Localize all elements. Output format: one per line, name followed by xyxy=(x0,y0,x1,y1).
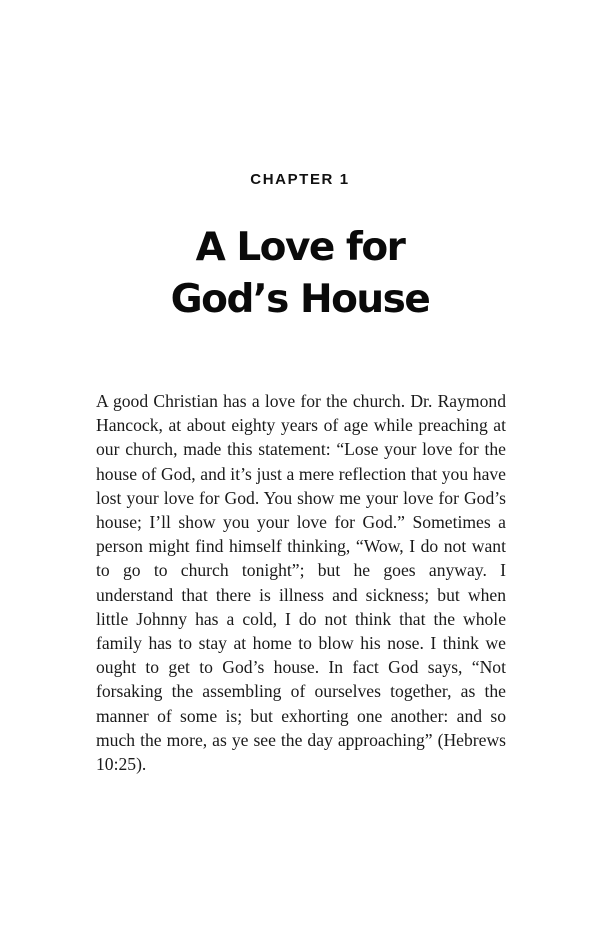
chapter-label: CHAPTER 1 xyxy=(250,171,350,188)
chapter-title-line-1: A Love for xyxy=(195,225,405,270)
chapter-title-line-2: God’s House xyxy=(170,277,430,322)
body-paragraph: A good Christian has a love for the church. Dr. Raymond Hancock, at about eighty years of age while preaching at our church, made this statement: “Lose your love for the house of God, and it’s just a mere reflection that you have lost your love for God. You show me your love for God’s house; I’ll show you your love for God.” Sometimes a person might find himself thinking, “Wow, I do not want to go to church tonight”; but he goes anyway. I understand that there is illness and sickness; but when little Johnny has a cold, I do not think that the whole family has to stay at home to blow his nose. I think we ought to get to God’s house. In fact God says, “Not forsaking the assembling of ourselves together, as the manner of some is; but exhorting one another: and so much the more, as ye see the day approaching” (Hebrews 10:25). xyxy=(96,391,506,775)
chapter-title xyxy=(0,222,600,326)
